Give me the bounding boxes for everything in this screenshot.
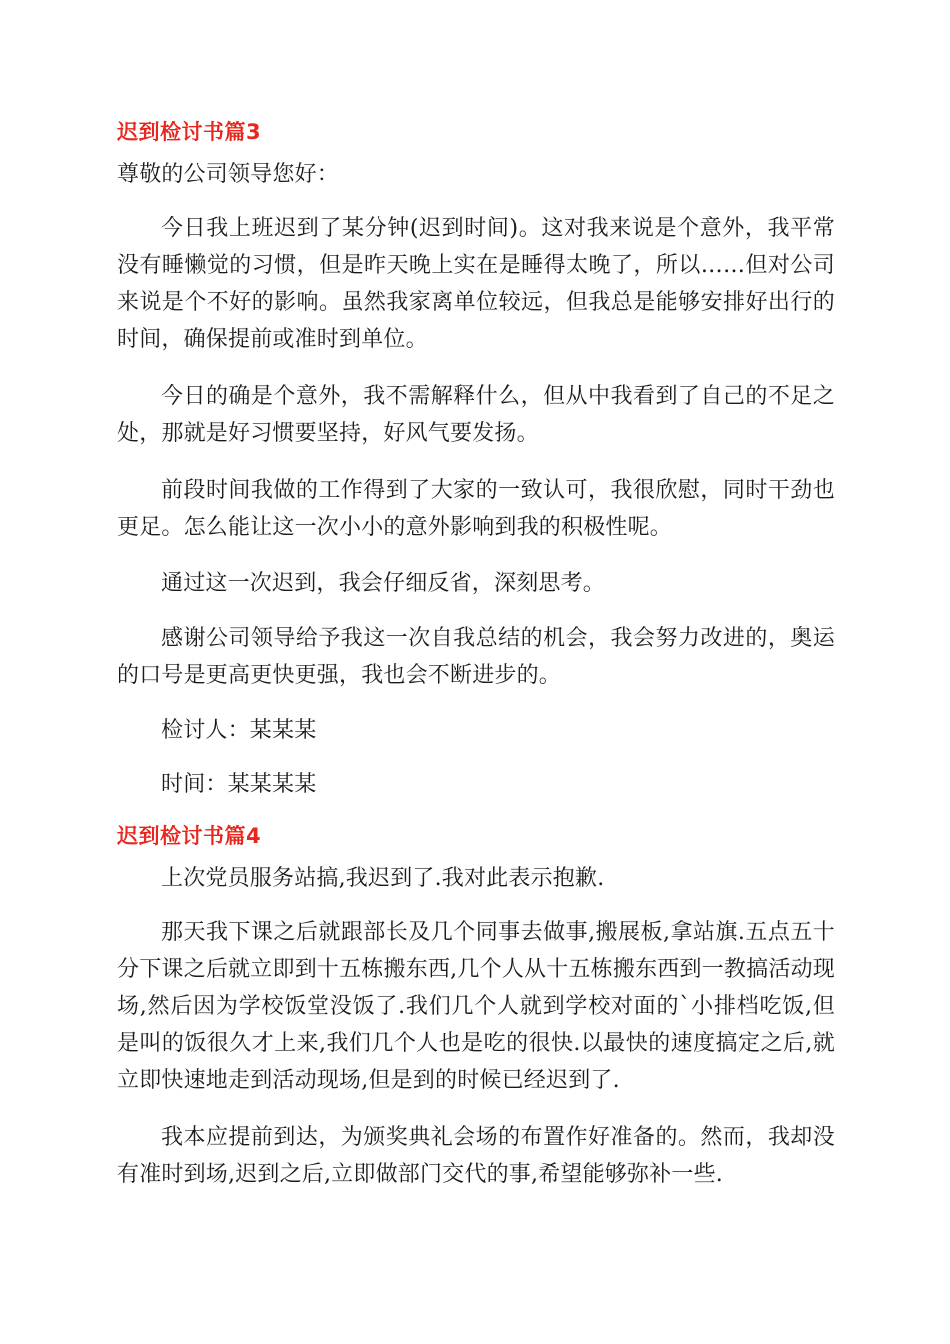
paragraph: 我本应提前到达，为颁奖典礼会场的布置作好准备的。然而，我却没有准时到场,迟到之后,立即做部门交代的事,希望能够弥补一些. — [117, 1125, 835, 1187]
section-heading: 迟到检讨书篇3 — [117, 120, 262, 144]
paragraph: 那天我下课之后就跟部长及几个同事去做事,搬展板,拿站旗.五点五十分下课之后就立即到十五栋搬东西,几个人从十五栋搬东西到一教搞活动现场,然后因为学校饭堂没饭了.我们几个人就到学校对面的`小排档吃饭,但是叫的饭很久才上来,我们几个人也是吃的很快.以最快的速度搞定之后,就立即快速地走到活动现场,但是到的时候已经迟到了. — [117, 920, 835, 1093]
date-line: 时间：某某某某 — [161, 772, 317, 797]
section-heading: 迟到检讨书篇4 — [117, 824, 262, 848]
signature-line: 检讨人：某某某 — [161, 718, 317, 743]
paragraph: 前段时间我做的工作得到了大家的一致认可，我很欣慰，同时干劲也更足。怎么能让这一次小小的意外影响到我的积极性呢。 — [117, 478, 835, 540]
paragraph: 感谢公司领导给予我这一次自我总结的机会，我会努力改进的，奥运的口号是更高更快更强，我也会不断进步的。 — [117, 626, 835, 688]
salutation: 尊敬的公司领导您好： — [117, 162, 340, 187]
paragraph: 通过这一次迟到，我会仔细反省，深刻思考。 — [161, 571, 606, 596]
paragraph: 上次党员服务站搞,我迟到了.我对此表示抱歉. — [161, 866, 605, 891]
paragraph: 今日的确是个意外，我不需解释什么，但从中我看到了自己的不足之处，那就是好习惯要坚持，好风气要发扬。 — [117, 384, 835, 446]
paragraph: 今日我上班迟到了某分钟(迟到时间)。这对我来说是个意外，我平常没有睡懒觉的习惯，但是昨天晚上实在是睡得太晚了，所以……但对公司来说是个不好的影响。虽然我家离单位较远，但我总是能够安排好出行的时间，确保提前或准时到单位。 — [117, 216, 835, 352]
